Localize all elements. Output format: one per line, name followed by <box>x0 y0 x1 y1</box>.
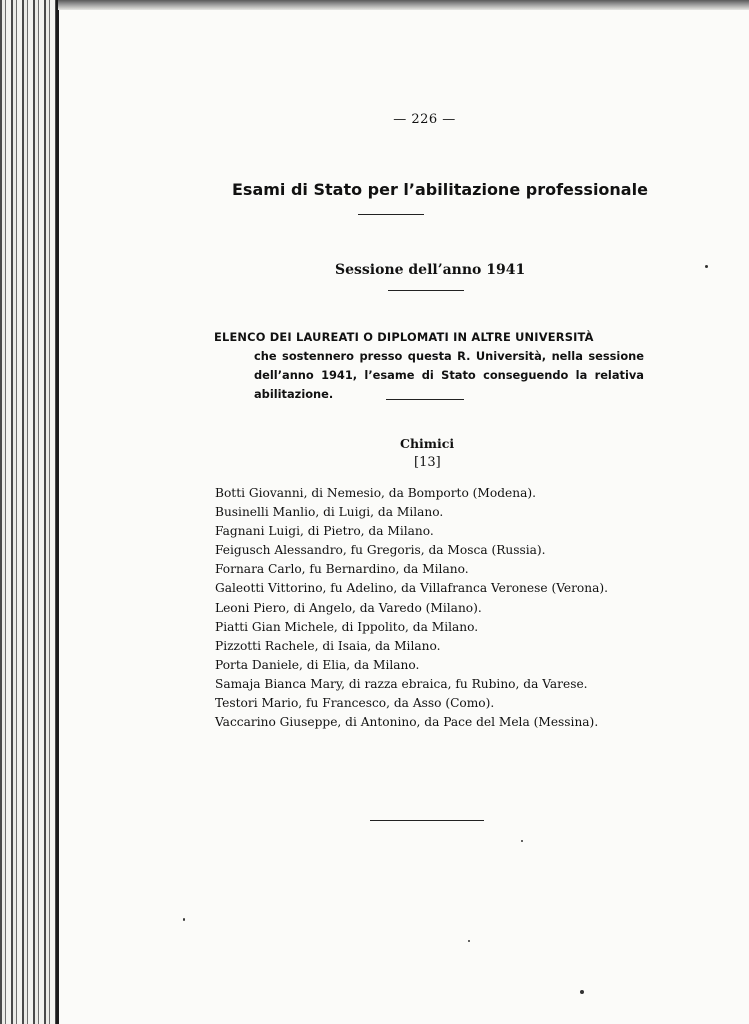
scan-binding-shadow <box>56 0 59 1024</box>
list-description-heading: ELENCO DEI LAUREATI O DIPLOMATI IN ALTRE UNIVERSITÀ <box>214 330 594 344</box>
list-item: Fornara Carlo, fu Bernardino, da Milano. <box>215 562 469 577</box>
scan-speck <box>521 840 523 842</box>
list-description <box>214 328 644 404</box>
scan-speck <box>468 940 470 942</box>
list-item: Porta Daniele, di Elia, da Milano. <box>215 657 420 672</box>
list-item: Pizzotti Rachele, di Isaia, da Milano. <box>215 638 441 653</box>
title-divider <box>358 214 424 215</box>
list-item: Vaccarino Giuseppe, di Antonino, da Pace del Mela (Messina). <box>215 715 599 730</box>
list-item: Leoni Piero, di Angelo, da Varedo (Milano). <box>215 600 482 615</box>
name-list <box>215 484 655 732</box>
section-heading: Chimici <box>400 436 455 451</box>
list-item: Businelli Manlio, di Luigi, da Milano. <box>215 505 444 520</box>
list-item: Botti Giovanni, di Nemesio, da Bomporto (Modena). <box>215 486 536 500</box>
list-item: Samaja Bianca Mary, di razza ebraica, fu Rubino, da Varese. <box>215 676 588 691</box>
page-number: — 226 — <box>393 112 456 127</box>
scan-binding-edge <box>0 0 58 1024</box>
end-divider <box>370 820 484 821</box>
scan-speck <box>183 918 185 921</box>
list-item: Piatti Gian Michele, di Ippolito, da Milano. <box>215 619 479 634</box>
scan-speck <box>580 990 584 994</box>
page-title: Esami di Stato per l’abilitazione professionale <box>232 180 648 199</box>
list-item: Feigusch Alessandro, fu Gregoris, da Mosca (Russia). <box>215 543 546 558</box>
description-divider <box>386 399 464 400</box>
session-heading: Sessione dell’anno 1941 <box>335 262 526 278</box>
scan-speck <box>705 265 708 268</box>
list-item: Fagnani Luigi, di Pietro, da Milano. <box>215 524 434 539</box>
scan-top-edge <box>58 0 749 10</box>
list-description-body: che sostennero presso questa R. Università, nella sessione dell’anno 1941, l’esame di Stato conseguendo la relativa abilitazione. <box>254 349 644 401</box>
list-item: Testori Mario, fu Francesco, da Asso (Como). <box>215 696 495 711</box>
list-item: Galeotti Vittorino, fu Adelino, da Villafranca Veronese (Verona). <box>215 581 608 596</box>
section-count: [13] <box>414 455 441 470</box>
session-divider <box>388 290 464 291</box>
